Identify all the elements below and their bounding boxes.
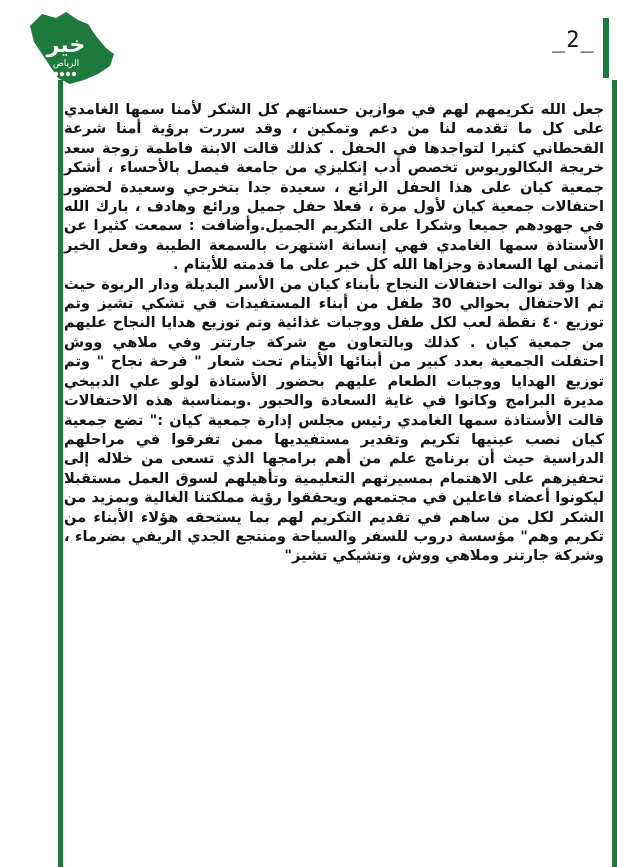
logo-brand-text: خير (46, 33, 86, 58)
page-number: _2_ (552, 28, 595, 53)
saudi-map-logo (22, 8, 118, 88)
article-paragraph: هذا وقد توالت احتفالات النجاح بأبناء كيان من الأسر البديلة ودار الربوة حيث تم الاحتفال بحوالي 30 طفل من أبناء المستفيدات في تشكي تشيز وتم توزيع ٤٠ نقطة لعب لكل طفل ووجبات غذائية وتم توزيع هدايا النجاح عليهم من جمعية كيان . كذلك وبالتعاون مع شركة جارتنر وفي ملاهي ووش احتفلت الجمعية بعدد كبير من أبنائها الأيتام تحت شعار " فرحة نجاح " وتم توزيع الهدايا ووجبات الطعام عليهم بحضور الأستاذة لولو علي الدبيخي مديرة البرامج وكانوا في غاية السعادة والحبور .وبمناسبة هذه الاحتفالات قالت الأستاذة سمها الغامدي رئيس مجلس إدارة جمعية كيان :" تضع جمعية كيان نصب عينيها تكريم وتقدير مستفيديها ممن تفرقوا في مراحلهم الدراسية حيث أن برنامج علم من أهم برامجها الذي تسعى من خلاله إلى تحفيزهم على الاهتمام بمسيرتهم التعليمية وتأهيلهم لسوق العمل مستقبلا ليكونوا أعضاء فاعلين في مجتمعهم ويحققوا رؤية مملكتنا الغالية وبمزيد من الشكر لكل من ساهم في تقديم التكريم لهم بما يستحقه هؤلاء الأبناء من تكريم وهم" مؤسسة دروب للسفر والسياحة ومنتجع الجدي الريفي بضرماء ، وشركة جارتنر وملاهي ووش، وتشيكي تشيز" (64, 275, 604, 565)
accent-bar-top (603, 18, 609, 78)
accent-bar-right (612, 80, 617, 867)
accent-bar-left (58, 80, 63, 867)
article-paragraph: جعل الله تكريمهم لهم في موازين حسناتهم كل الشكر لأمنا سمها الغامدي على كل ما تقدمه لنا من دعم وتمكين ، وقد سررت برؤية أمنا شرعة القحطاني كثيرا لتواجدها في الحفل . كذلك قالت الابنة فاطمة زوجة سعد خريجة البكالوريوس تخصص أدب إنكليزي من جامعة فيصل بالأحساء ، أشكر جمعية كيان على هذا الحفل الرائع ، سعيدة جدا بتخرجي وسعيدة لحضور احتفالات جمعية كيان لأول مرة ، فعلا حفل جميل ورائع وهادف ، بارك الله في جهودهم جميعا وشكرا على التكريم الجميل.وأضافت : سمعت كثيرا عن الأستاذة سمها الغامدي فهي إنسانة اشتهرت بالسمعة الطيبة وفعل الخير أتمنى لها السعادة وجزاها الله كل خير على ما قدمته للأيتام . (64, 101, 604, 274)
saudi-map-icon (22, 8, 118, 88)
article-body (64, 100, 604, 566)
logo-city-text: الرياض (52, 59, 80, 69)
